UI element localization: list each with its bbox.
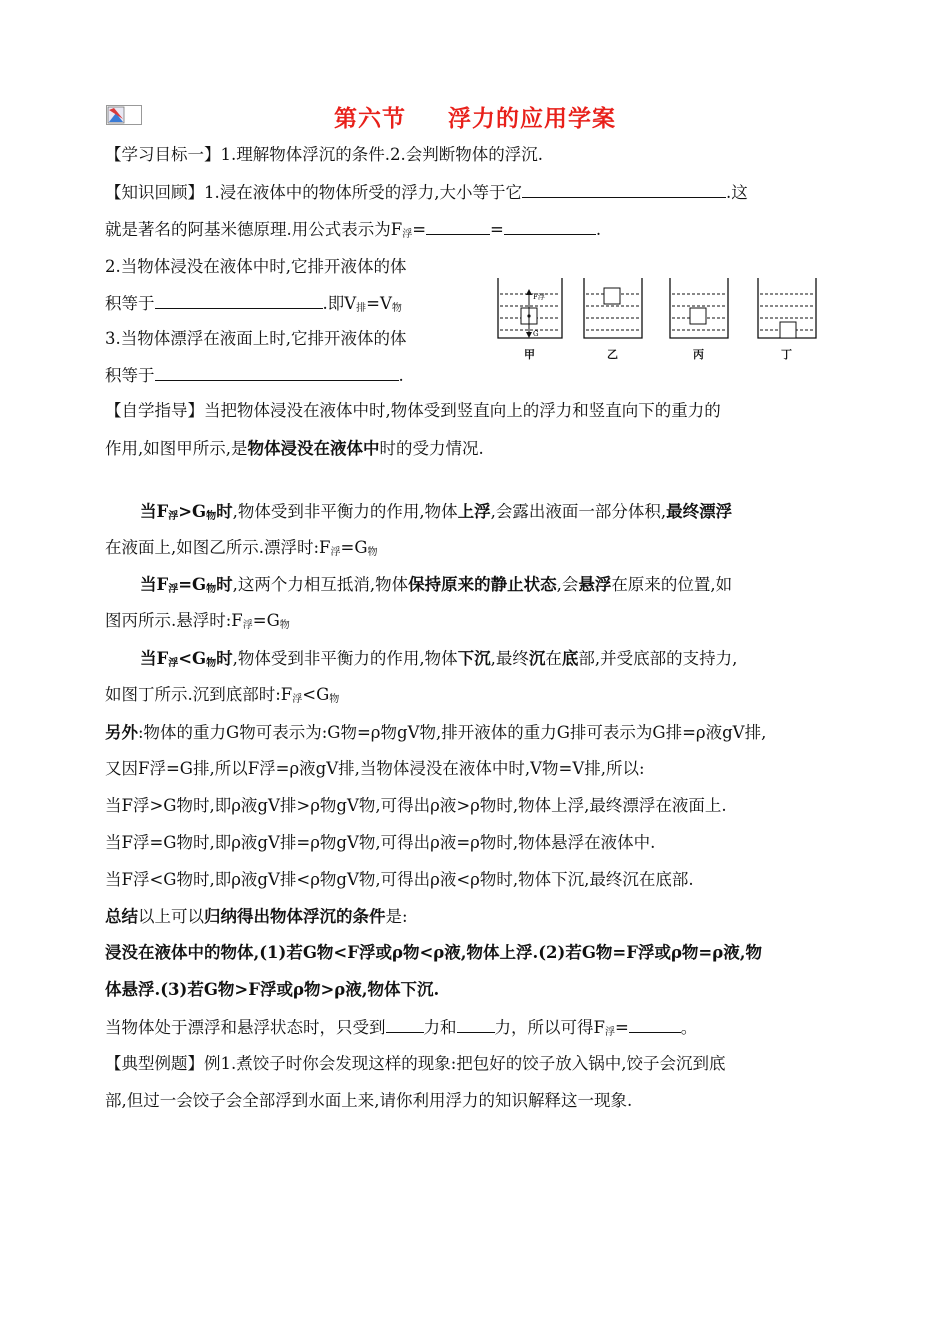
extra-line-1: 另外:物体的重力G物可表示为:G物=ρ物gV物,排开液体的重力G排可表示为G排=ρ液gV排, xyxy=(105,723,767,742)
review-line-4: 积等于 .即$V_排=V_物$ xyxy=(105,294,402,314)
review-line-6: 积等于 . xyxy=(105,366,404,385)
example-line-1: 【典型例题】例1.煮饺子时你会发现这样的现象:把包好的饺子放入锅中,饺子会沉到底 xyxy=(105,1054,726,1073)
guide-line-2: 作用,如图甲所示,是物体浸没在液体中时的受力情况. xyxy=(105,439,484,458)
figure-label-yi: 乙 xyxy=(607,348,618,361)
extra-line-5: 当F浮<G物时,即ρ液gV排<ρ物gV物,可得出ρ液<ρ物时,物体下沉,最终沉在底部. xyxy=(105,870,694,889)
review-line-2: 就是著名的阿基米德原理.用公式表示为$F_浮=$ = . xyxy=(105,220,602,240)
learning-goal: 【学习目标一】1.理解物体浮沉的条件.2.会判断物体的浮沉. xyxy=(105,145,543,164)
extra-line-3: 当F浮>G物时,即ρ液gV排>ρ物gV物,可得出ρ液>ρ物时,物体上浮,最终漂浮在液面上. xyxy=(105,796,727,815)
extra-line-4: 当F浮=G物时,即ρ液gV排=ρ物gV物,可得出ρ液=ρ物时,物体悬浮在液体中. xyxy=(105,833,656,852)
beaker-ding xyxy=(758,278,816,338)
summary-line-1: 总结以上可以归纳得出物体浮沉的条件是: xyxy=(105,907,408,926)
figure-label-ding: 丁 xyxy=(781,348,792,361)
buoyancy-figure xyxy=(492,272,822,367)
review-line-5: 3.当物体漂浮在液面上时,它排开液体的体 xyxy=(105,329,407,348)
figure-label-jia: 甲 xyxy=(524,348,535,361)
example-line-2: 部,但过一会饺子会全部浮到水面上来,请你利用浮力的知识解释这一现象. xyxy=(105,1091,633,1110)
case-float-line-1: 当$F_浮>G_物$时,物体受到非平衡力的作用,物体上浮,会露出液面一部分体积,最终漂浮 xyxy=(140,502,733,522)
summary-line-2: 浸没在液体中的物体,(1)若G物<F浮或ρ物<ρ液,物体上浮.(2)若G物=F浮或ρ物=ρ液,物 xyxy=(105,943,762,962)
beaker-bing xyxy=(670,278,728,338)
case-float-line-2: 在液面上,如图乙所示.漂浮时$:F_浮=G_物$ xyxy=(105,538,378,558)
beaker-jia xyxy=(498,278,562,338)
case-sink-line-2: 如图丁所示.沉到底部时$:F_浮<G_物$ xyxy=(105,685,340,705)
guide-line-1: 【自学指导】当把物体浸没在液体中时,物体受到竖直向上的浮力和竖直向下的重力的 xyxy=(105,401,721,420)
beaker-yi xyxy=(584,278,642,338)
force-down-label: G xyxy=(533,330,539,338)
summary-line-3: 体悬浮.(3)若G物>F浮或ρ物>ρ液,物体下沉. xyxy=(105,980,440,999)
force-up-label: F浮 xyxy=(533,293,545,301)
summary-line-4: 当物体处于漂浮和悬浮状态时，只受到 力和 力，所以可得$F_浮=$ 。 xyxy=(105,1018,698,1038)
extra-line-2: 又因F浮=G排,所以F浮=ρ液gV排,当物体浸没在液体中时,V物=V排,所以: xyxy=(105,759,645,778)
page-title: 第六节 浮力的应用学案 xyxy=(334,106,616,132)
case-suspend-line-2: 图丙所示.悬浮时$:F_浮=G_物$ xyxy=(105,611,290,631)
figure-label-bing: 丙 xyxy=(693,348,704,361)
case-sink-line-1: 当$F_浮<G_物$时,物体受到非平衡力的作用,物体下沉,最终沉在底部,并受底部的支持力, xyxy=(140,649,738,669)
review-line-1: 【知识回顾】1.浸在液体中的物体所受的浮力,大小等于它 .这 xyxy=(105,183,748,202)
review-line-3: 2.当物体浸没在液体中时,它排开液体的体 xyxy=(105,257,407,276)
case-suspend-line-1: 当$F_浮=G_物$时,这两个力相互抵消,物体保持原来的静止状态,会悬浮在原来的位置,如 xyxy=(140,575,733,595)
